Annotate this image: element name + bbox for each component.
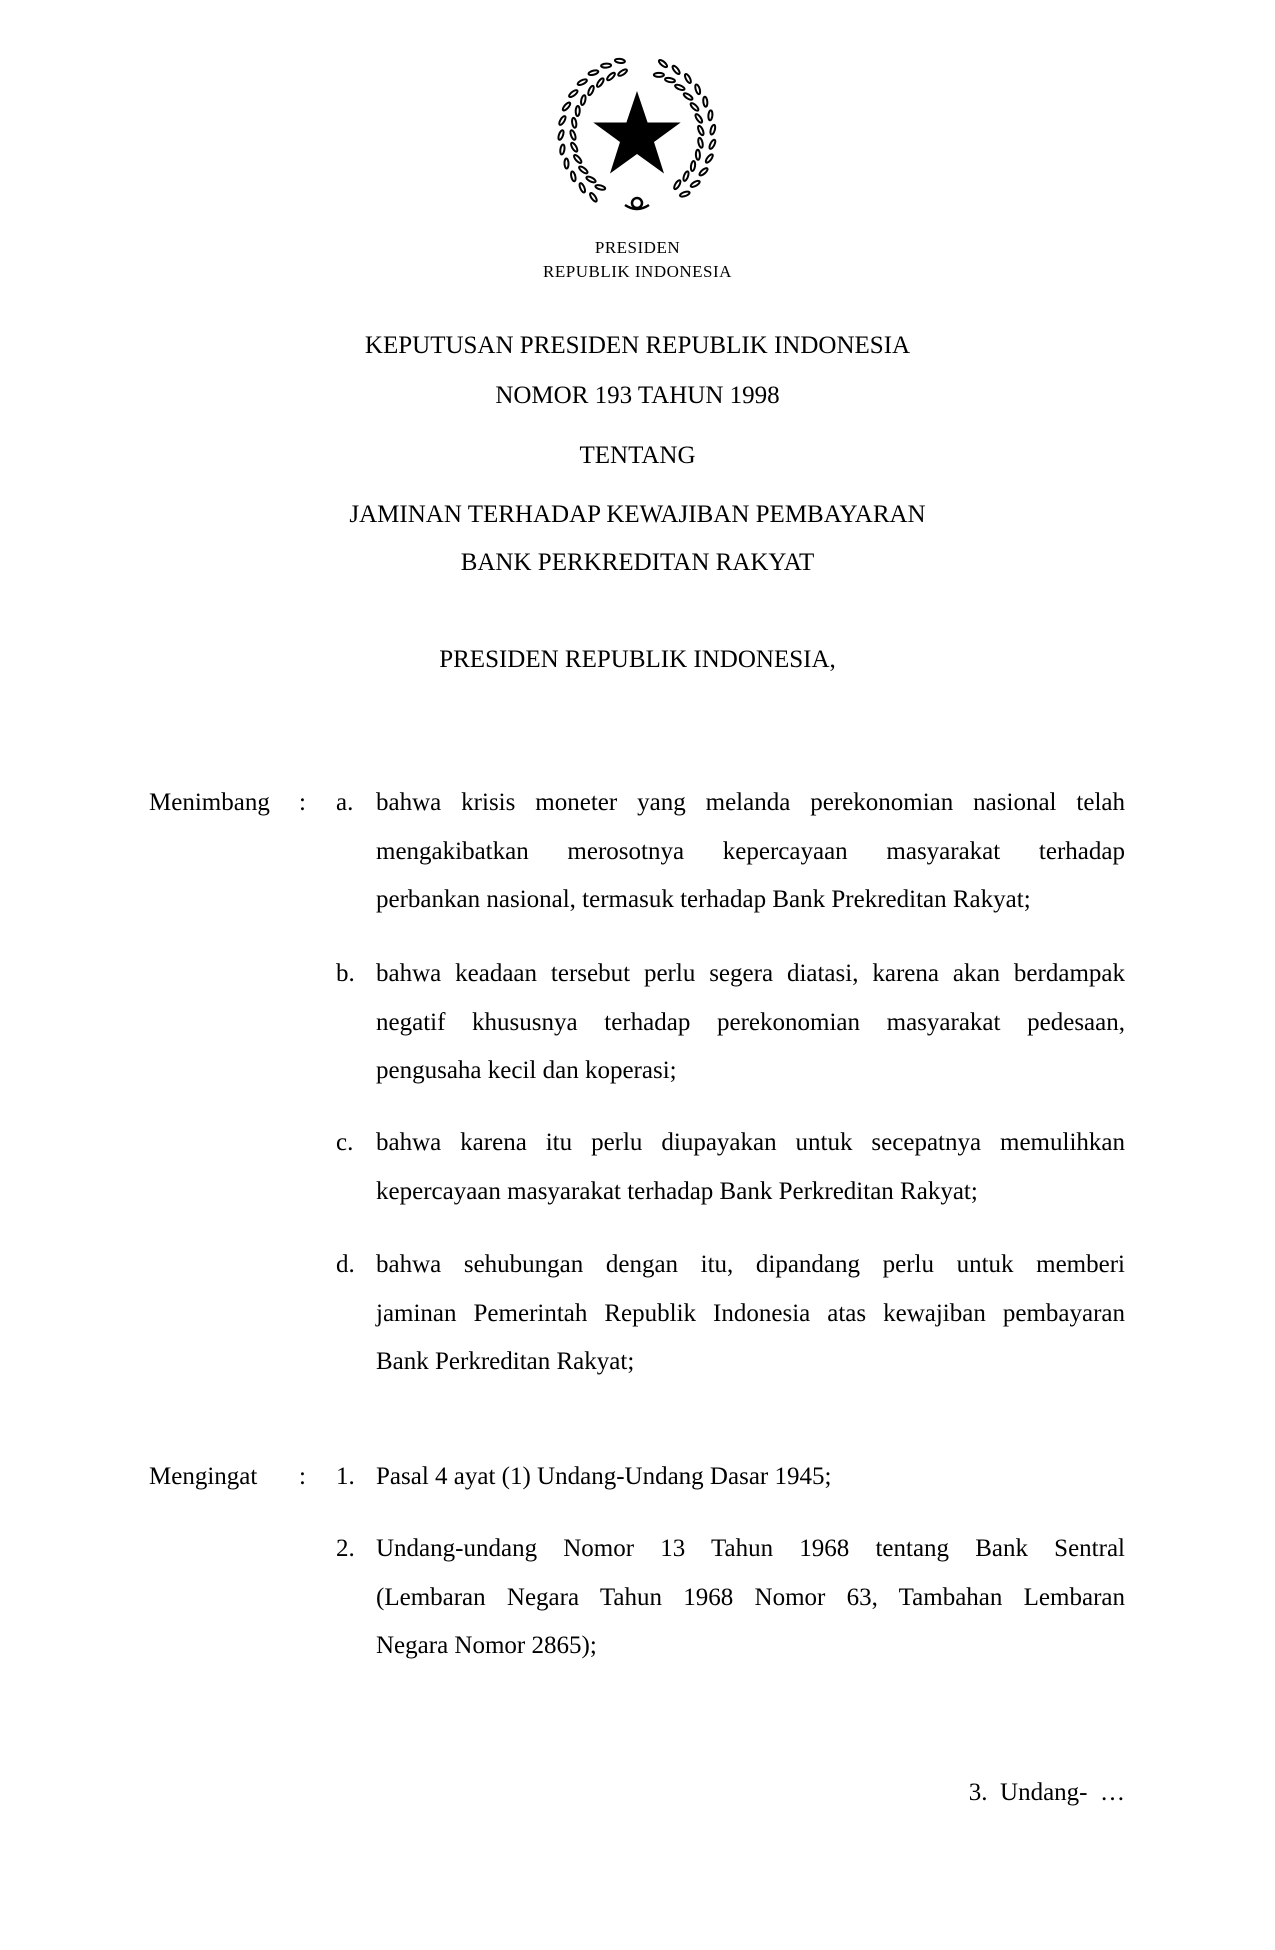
decree-title: KEPUTUSAN PRESIDEN REPUBLIK INDONESIA [364,332,911,359]
menimbang-item-marker: c. [336,1129,354,1156]
wreath-leaf [557,130,564,141]
wreath-leaf [588,69,599,75]
menimbang-item-line: jaminan Pemerintah Republik Indonesia atas kewajiban pembayaran [376,1299,1125,1327]
menimbang-item-line: bahwa keadaan tersebut perlu segera diatasi, karena akan berdampak [376,960,1125,987]
wreath-leaf [703,97,708,107]
wreath-leaf [595,184,606,190]
wreath-leaf [658,59,668,68]
wreath-leaf [708,110,713,120]
wreath-leaf [665,77,676,83]
decree-subject-line1: JAMINAN TERHADAP KEWAJIBAN PEMBAYARAN [349,501,926,528]
presidential-emblem-icon [555,55,719,219]
mengingat-item-line: (Lembaran Negara Tahun 1968 Nomor 63, Tambahan Lembaran [376,1583,1125,1611]
menimbang-label: Menimbang [149,789,270,816]
wreath-leaf [578,182,586,193]
wreath-leaf [589,192,598,202]
wreath-leaf [683,92,694,101]
wreath-leaf [694,113,703,123]
wreath-leaf [577,78,588,86]
wreath-leaf [586,176,597,184]
wreath-leaf [654,73,664,77]
continuation-note: 3. Undang- … [968,1779,1125,1806]
wreath-leaf [569,130,576,141]
mengingat-item-line: Undang-undang Nomor 13 Tahun 1968 tentang Bank Sentral [376,1535,1125,1562]
wreath-leaf [606,72,616,82]
wreath-leaf [671,65,680,75]
decree-issuer: PRESIDEN REPUBLIK INDONESIA, [439,646,836,673]
menimbang-item-line: bahwa krisis moneter yang melanda perekonomian nasional telah [376,789,1125,816]
wreath-leaf [705,153,714,163]
wreath-leaf [690,161,696,172]
wreath-leaf [558,115,567,126]
menimbang-item-line: kepercayaan masyarakat terhadap Bank Perkreditan Rakyat; [376,1177,978,1205]
menimbang-item-line: bahwa sehubungan dengan itu, dipandang perlu untuk memberi [376,1251,1125,1278]
wreath-leaf [568,89,578,98]
menimbang-item-marker: a. [336,789,354,816]
menimbang-colon: : [299,789,306,816]
wreath-leaf [570,171,576,182]
menimbang-item-marker: d. [336,1251,355,1278]
menimbang-item-line: bahwa karena itu perlu diupayakan untuk secepatnya memulihkan [376,1129,1125,1156]
wreath-leaf [587,85,595,96]
letterhead-presiden: PRESIDEN [594,238,681,257]
menimbang-item-line: pengusaha kecil dan koperasi; [376,1057,677,1084]
mengingat-label: Mengingat [149,1463,258,1490]
wreath-leaf [697,125,705,136]
wreath-leaf [578,165,588,174]
wreath-leaf [674,84,685,91]
wreath-leaf [709,124,716,135]
wreath-leaf [684,73,692,84]
wreath-leaf [564,158,568,168]
wreath-leaf [690,102,700,112]
wreath-leaf [580,95,586,106]
menimbang-item-line: perbankan nasional, termasuk terhadap Bank Prekreditan Rakyat; [376,886,1031,913]
menimbang-item-line: negatif khususnya terhadap perekonomian masyarakat pedesaan, [376,1008,1125,1036]
wreath-leaf [570,142,579,153]
wreath-leaf [571,118,577,129]
wreath-leaf [673,179,682,190]
menimbang-item-marker: b. [336,960,355,987]
wreath-leaf [615,58,625,63]
mengingat-item-marker: 2. [336,1535,355,1562]
wreath-leaf [596,77,605,87]
wreath-leaf [617,68,628,77]
wreath-leaf [601,63,611,68]
letterhead-republik-indonesia: REPUBLIK INDONESIA [543,262,732,281]
wreath-leaf [562,101,572,111]
decree-tentang: TENTANG [579,442,696,469]
wreath-leaf [708,139,716,150]
decree-subject-line2: BANK PERKREDITAN RAKYAT [460,549,815,576]
wreath-leaf [682,171,689,182]
wreath-leaf [696,150,700,160]
wreath-leaf [679,191,690,198]
decree-number: NOMOR 193 TAHUN 1998 [495,382,780,409]
menimbang-item-line: mengakibatkan merosotnya kepercayaan masyarakat terhadap [376,837,1125,865]
menimbang-item-line: Bank Perkreditan Rakyat; [376,1348,635,1375]
wreath-leaf [698,167,708,177]
mengingat-colon: : [299,1463,306,1490]
wreath-leaf [694,84,701,95]
mengingat-item-line: Pasal 4 ayat (1) Undang-Undang Dasar 1945; [376,1463,832,1490]
wreath-leaf [576,106,580,116]
mengingat-item-line: Negara Nomor 2865); [376,1632,597,1659]
wreath-leaf [560,144,566,155]
wreath-leaf [573,154,583,164]
wreath-leaf [697,137,703,148]
wreath-leaf [690,180,701,188]
mengingat-item-marker: 1. [336,1463,355,1490]
